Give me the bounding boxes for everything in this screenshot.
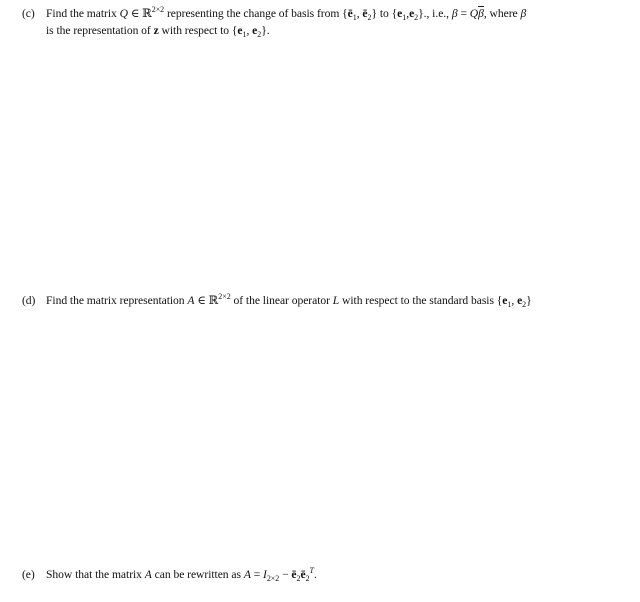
math-I: I [263, 568, 267, 581]
text-fragment: ., i.e., [423, 7, 452, 20]
text-fragment: Show that the matrix [46, 568, 145, 581]
math-subscript: 2 [296, 574, 301, 583]
question-c-line-2 [22, 22, 630, 39]
math-e1: e [397, 7, 403, 20]
math-brace: { [391, 7, 398, 20]
math-ebar2: ē [362, 7, 368, 20]
text-fragment: with respect to the standard basis [339, 294, 497, 307]
text-fragment: can be rewritten as [151, 568, 244, 581]
math-brace: { [231, 24, 238, 37]
math-A: A [243, 568, 251, 581]
math-brace: }. [261, 24, 270, 37]
math-subscript: 2 [305, 574, 310, 583]
math-subscript: 1 [507, 300, 512, 309]
math-A: A [144, 568, 152, 581]
math-subscript: 2×2 [266, 574, 280, 583]
text-fragment: with respect to [158, 24, 232, 37]
math-comma: , [511, 294, 518, 307]
math-Q: Q [119, 7, 128, 20]
math-L: L [332, 294, 340, 307]
math-dims-superscript: 2×2 [151, 5, 165, 14]
math-e2: e [252, 24, 258, 37]
math-subscript: 1 [242, 30, 247, 39]
math-brace: } [418, 7, 424, 20]
math-brace: } [526, 294, 532, 307]
question-c-label: (c) [22, 7, 35, 20]
math-comma: , [246, 24, 253, 37]
math-subscript: 2 [367, 13, 372, 22]
math-brace: } [371, 7, 377, 20]
math-e1: e [502, 294, 508, 307]
math-ebar2: ē [291, 568, 297, 581]
question-e [22, 566, 630, 583]
math-beta: β [451, 7, 458, 20]
question-c [22, 5, 630, 39]
question-e-label: (e) [22, 568, 35, 581]
math-beta-bar: $\overline{\beta}$ [478, 7, 484, 20]
math-subscript: 2 [257, 30, 262, 39]
math-beta: β [520, 7, 527, 20]
text-fragment: is the representation of [46, 24, 154, 37]
math-subscript: 2 [522, 300, 527, 309]
math-z: z [153, 24, 159, 37]
math-in-R: ∈ ℝ [127, 7, 152, 20]
question-c-text [46, 7, 526, 20]
math-ebar2: ē [300, 568, 306, 581]
math-brace: { [342, 7, 348, 20]
math-Q: Q [469, 7, 479, 20]
math-minus: − [279, 568, 292, 581]
math-e2: e [409, 7, 415, 20]
text-fragment: to [377, 7, 392, 20]
math-transpose: T [309, 566, 314, 575]
math-subscript: 1 [402, 13, 407, 22]
math-subscript: 1 [352, 13, 357, 22]
math-brace: { [496, 294, 503, 307]
text-fragment: . [313, 568, 317, 581]
text-fragment: of the linear operator [230, 294, 333, 307]
math-A: A [187, 294, 195, 307]
math-e1: e [237, 24, 243, 37]
math-ebar1: ē [347, 7, 353, 20]
math-equals: = [250, 568, 264, 581]
math-dims-superscript: 2×2 [218, 292, 231, 301]
text-fragment: Find the matrix representation [46, 294, 188, 307]
math-equals: = [457, 7, 470, 20]
question-d-label: (d) [22, 294, 36, 307]
math-e2: e [517, 294, 523, 307]
text-fragment: , where [483, 7, 521, 20]
text-fragment: Find the matrix [46, 7, 120, 20]
math-in-R: ∈ ℝ [194, 294, 219, 307]
question-e-text [46, 568, 317, 581]
math-comma: , [356, 7, 363, 20]
math-comma: , [406, 7, 410, 20]
text-fragment: representing the change of basis from [164, 7, 343, 20]
question-d-text [46, 294, 532, 307]
question-d [22, 292, 630, 309]
math-subscript: 2 [414, 13, 419, 22]
